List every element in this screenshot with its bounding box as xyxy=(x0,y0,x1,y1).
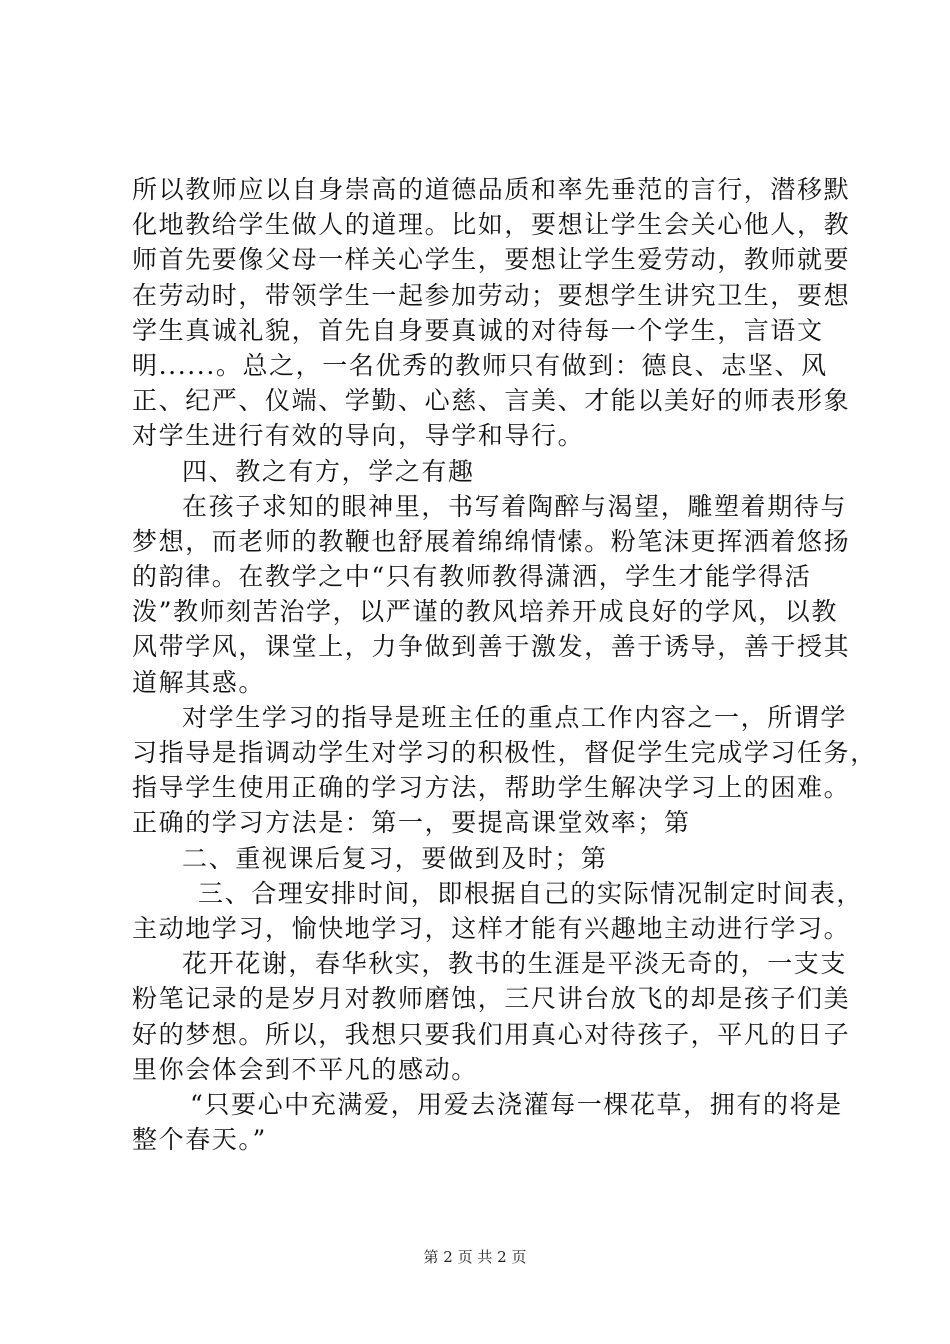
text-line: 指导学生使用正确的学习方法，帮助学生解决学习上的困难。 xyxy=(132,773,851,803)
text-line: 道解其惑。 xyxy=(132,667,266,697)
document-body xyxy=(132,172,877,1157)
text-line: 三、合理安排时间，即根据自己的实际情况制定时间表， xyxy=(198,878,864,908)
text-line: 风带学风，课堂上，力争做到善于激发，善于诱导，善于授其 xyxy=(132,632,851,662)
text-line: 所以教师应以自身崇高的道德品质和率先垂范的言行，潜移默 xyxy=(132,175,851,204)
text-line: 的韵律。在教学之中“只有教师教得潇洒，学生才能学得活 xyxy=(132,562,812,592)
text-line: 习指导是指调动学生对学习的积极性，督促学生完成学习任务， xyxy=(132,738,877,767)
text-line: 在孩子求知的眼神里，书写着陶醉与渴望，雕塑着期待与 xyxy=(182,491,848,521)
section-heading: 四、教之有方，学之有趣 xyxy=(182,456,475,486)
text-line: 明......。总之，一名优秀的教师只有做到：德良、志坚、风 xyxy=(132,350,828,380)
page-footer: 第 2 页 共 2 页 xyxy=(423,1248,527,1266)
text-line: 正确的学习方法是：第一，要提高课堂效率；第 xyxy=(132,808,691,838)
text-line: 师首先要像父母一样关心学生，要想让学生爱劳动，教师就要 xyxy=(132,245,851,275)
text-line: 二、重视课后复习，要做到及时；第 xyxy=(182,843,608,873)
text-line: 主动地学习，愉快地学习，这样才能有兴趣地主动进行学习。 xyxy=(132,913,851,943)
text-line: 花开花谢，春华秋实，教书的生涯是平淡无奇的，一支支 xyxy=(182,949,848,979)
text-line: 好的梦想。所以，我想只要我们用真心对待孩子，平凡的日子 xyxy=(132,1019,851,1049)
text-line: 化地教给学生做人的道理。比如，要想让学生会关心他人，教 xyxy=(132,210,851,240)
quote-line: 整个春天。” xyxy=(132,1125,267,1155)
text-line: 对学生进行有效的导向，导学和导行。 xyxy=(132,421,585,451)
text-line: 泼”教师刻苦治学，以严谨的教风培养开成良好的学风，以教 xyxy=(132,597,838,627)
text-line: 在劳动时，带领学生一起参加劳动；要想学生讲究卫生，要想 xyxy=(132,280,851,310)
text-line: 粉笔记录的是岁月对教师磨蚀，三尺讲台放飞的却是孩子们美 xyxy=(132,984,851,1014)
text-line: 梦想，而老师的教鞭也舒展着绵绵情愫。粉笔沫更挥洒着悠扬 xyxy=(132,526,851,556)
text-line: 里你会体会到不平凡的感动。 xyxy=(132,1054,478,1084)
quote-line: “只要心中充满爱，用爱去浇灌每一棵花草，拥有的将是 xyxy=(190,1089,843,1119)
text-line: 学生真诚礼貌，首先自身要真诚的对待每一个学生，言语文 xyxy=(132,315,824,345)
text-line: 正、纪严、仪端、学勤、心慈、言美、才能以美好的师表形象 xyxy=(132,386,851,416)
text-line: 对学生学习的指导是班主任的重点工作内容之一，所谓学 xyxy=(182,702,848,732)
